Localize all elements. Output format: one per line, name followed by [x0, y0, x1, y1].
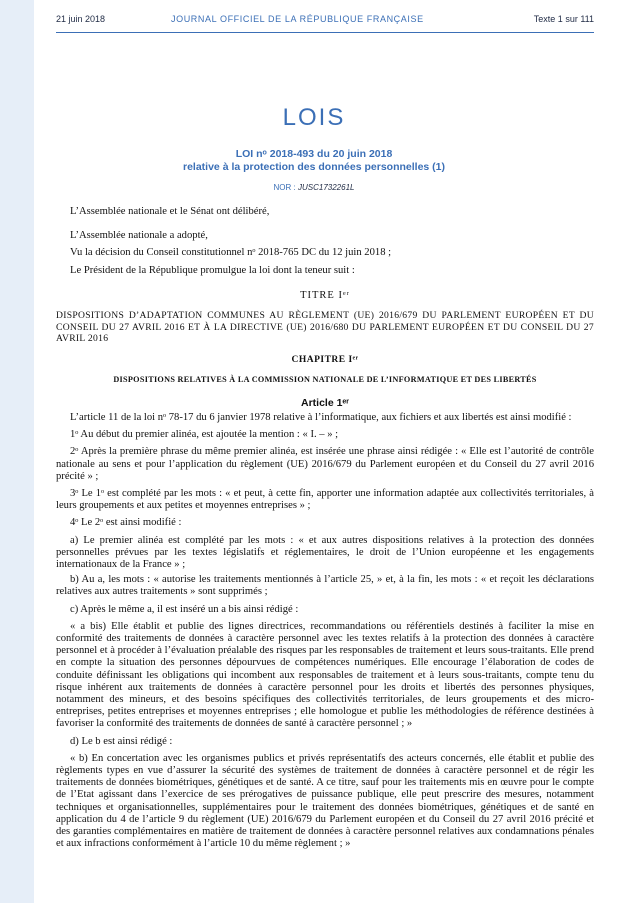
nor-label: NOR : — [273, 183, 296, 192]
paragraph: 2ᵒ Après la première phrase du même premier alinéa, est insérée une phrase ainsi rédigée : « Elle est l’autorité de contrôle nationale au sens et pour l’application du règlement (UE) 2016/679 du Parlement européen et du Conseil du 27 avril 2016 précité » ; — [56, 446, 594, 482]
paragraph: 4ᵒ Le 2ᵒ est ainsi modifié : — [70, 517, 182, 529]
paragraph: c) Après le même a, il est inséré un a bis ainsi rédigé : — [70, 603, 299, 615]
article-title: Article 1ᵉʳ — [300, 397, 350, 409]
document-page — [34, 0, 594, 903]
header-date: 21 juin 2018 — [56, 14, 106, 24]
chapitre-heading: CHAPITRE Iᵉʳ — [291, 355, 359, 365]
law-title — [34, 148, 594, 174]
law-title-line2: relative à la protection des données personnelles (1) — [183, 161, 445, 173]
paragraph: « b) En concertation avec les organismes publics et privés représentatifs des acteurs concernés, elle établit et publie des règlements types en vue d’assurer la sécurité des systèmes de traitement de données à caractère personnel et de régir les traitements de données biométriques, génétiques et de santé. A ce titre, sauf pour les traitements mis en œuvre pour le compte de l’Etat agissant dans l’exercice de ses prérogatives de puissance publique, elle peut prescrire des mesures, notamment techniques et organisationnelles, supplémentaires pour le traitement des données biométriques, génétiques et de santé en application du 4 de l’article 9 du règlement (UE) 2016/679 du Parlement européen et du Conseil du 27 avril 2016 précité et des garanties complémentaires en matière de traitement de données à caractère personnel relatives aux condamnations pénales et aux infractions conformément à l’article 10 du même règlement ; » — [56, 752, 594, 850]
paragraph: b) Au a, les mots : « autorise les traitements mentionnés à l’article 25, » et, à la fin, les mots : « et reçoit les déclarations relatives aux autres traitements » sont supprimés ; — [56, 574, 594, 598]
preamble-p4: Le Président de la République promulgue la loi dont la teneur suit : — [70, 265, 355, 276]
chapitre-title: DISPOSITIONS RELATIVES À LA COMMISSION NATIONALE DE L’INFORMATIQUE ET DES LIBERTÉS — [113, 375, 537, 384]
page-margin-stripe — [0, 0, 34, 903]
section-title: LOIS — [282, 104, 346, 131]
article-body — [56, 412, 594, 851]
header-rule — [56, 32, 594, 33]
header-journal: JOURNAL OFFICIEL DE LA RÉPUBLIQUE FRANÇAISE — [171, 14, 424, 24]
paragraph: 1ᵒ Au début du premier alinéa, est ajoutée la mention : « I. – » ; — [70, 429, 339, 441]
paragraph: 3ᵒ Le 1ᵒ est complété par les mots : « et peut, à cette fin, apporter une information adaptée aux collectivités territoriales, à leurs groupements et aux petites et moyennes entreprises » ; — [56, 488, 594, 512]
preamble-p2: L’Assemblée nationale a adopté, — [70, 230, 208, 241]
header-page-count: Texte 1 sur 111 — [533, 14, 594, 24]
law-title-line1: LOI nᵒ 2018-493 du 20 juin 2018 — [235, 148, 393, 160]
dispositions-heading: DISPOSITIONS D’ADAPTATION COMMUNES AU RÈGLEMENT (UE) 2016/679 DU PARLEMENT EUROPÉEN ET DU CONSEIL DU 27 AVRIL 2016 ET À LA DIRECTIVE (UE) 2016/680 DU PARLEMENT EUROPÉEN ET DU CONSEIL DU 27 AVRIL 2016 — [56, 310, 594, 344]
preamble-p1: L’Assemblée nationale et le Sénat ont délibéré, — [70, 206, 270, 217]
paragraph: « a bis) Elle établit et publie des lignes directrices, recommandations ou référentiels destinés à faciliter la mise en conformité des traitements de données à caractère personnel avec les textes relatifs à la protection des données à caractère personnel et à procéder à l’évaluation préalable des risques par les responsables de traitement et leurs sous-traitants. Elle prend en compte la situation des personnes dépourvues de compétences numériques. Elle encourage l’élaboration de codes de conduite définissant les obligations qui incombent aux responsables de traitement et à leurs sous-traitants, compte tenu du risque inhérent aux traitements de données à caractère personnel pour les droits et libertés des personnes physiques, notamment des mineurs, et des besoins spécifiques des collectivités territoriales, de leurs groupements et des micro-entreprises, petites entreprises et moyennes entreprises ; elle homologue et publie les méthodologies de référence destinées à favoriser la conformité des traitements de données de santé à caractère personnel ; » — [56, 620, 594, 730]
paragraph: d) Le b est ainsi rédigé : — [70, 735, 173, 747]
nor-reference — [34, 183, 594, 192]
nor-value: JUSC1732261L — [297, 183, 355, 192]
paragraph: L’article 11 de la loi nᵒ 78-17 du 6 janvier 1978 relative à l’informatique, aux fichiers et aux libertés est ainsi modifié : — [70, 412, 572, 423]
preamble-p3: Vu la décision du Conseil constitutionnel nᵒ 2018-765 DC du 12 juin 2018 ; — [70, 247, 392, 258]
paragraph: a) Le premier alinéa est complété par les mots : « et aux autres dispositions relatives à la protection des données personnelles prévues par les textes législatifs et réglementaires, le droit de l’Union européenne et les engagements internationaux de la France » ; — [56, 534, 594, 571]
titre-heading: TITRE Iᵉʳ — [300, 290, 350, 301]
